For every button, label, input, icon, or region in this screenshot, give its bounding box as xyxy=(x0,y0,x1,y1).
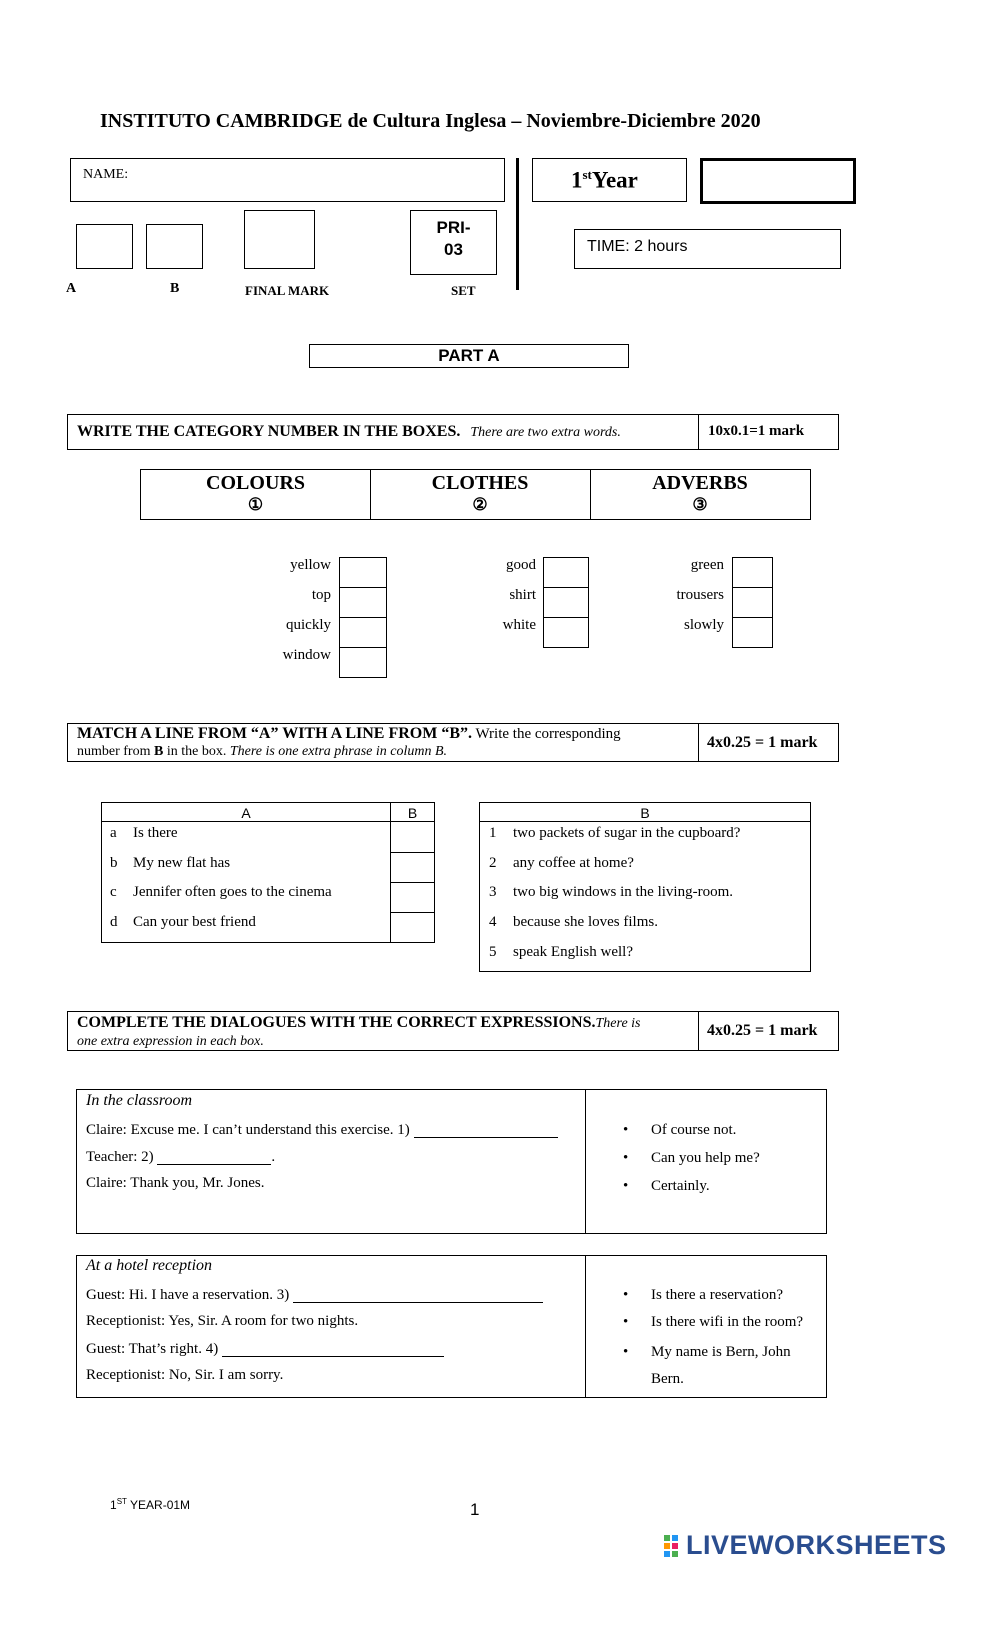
category-answer-input[interactable] xyxy=(733,588,772,617)
section3-header xyxy=(67,1011,839,1051)
name-box xyxy=(70,158,505,202)
part-title: PART A xyxy=(309,344,629,368)
match-a-text: Is there xyxy=(133,825,178,841)
label-b: B xyxy=(170,281,180,296)
year-number: 1 xyxy=(571,167,583,193)
answer-blank-4[interactable] xyxy=(222,1340,444,1357)
category-answer-box[interactable] xyxy=(339,587,387,618)
match-answer-cell[interactable] xyxy=(392,884,433,911)
dialogue2-option: • Is there a reservation? xyxy=(651,1287,783,1304)
match-answer-input[interactable] xyxy=(392,914,433,941)
match-b-text: two big windows in the living-room. xyxy=(513,884,733,900)
dialogue2-option-continued: Bern. xyxy=(651,1371,684,1387)
match-answer-cell[interactable] xyxy=(392,914,433,941)
section1-instruction: WRITE THE CATEGORY NUMBER IN THE BOXES. xyxy=(77,423,461,440)
dialogue1-line3: Claire: Thank you, Mr. Jones. xyxy=(86,1175,265,1191)
dialogue2-option: • My name is Bern, John xyxy=(651,1344,791,1361)
footer-code-number: 1 xyxy=(110,1498,117,1512)
set-code-line2: 03 xyxy=(444,240,463,259)
category-answer-input[interactable] xyxy=(544,558,588,587)
category-answer-input[interactable] xyxy=(733,558,772,587)
name-input[interactable] xyxy=(141,165,495,195)
section3-instruction: COMPLETE THE DIALOGUES WITH THE CORRECT EXPRESSIONS. xyxy=(77,1014,596,1031)
section2-header xyxy=(67,723,839,762)
word-item: top xyxy=(311,587,331,603)
category-answer-box[interactable] xyxy=(543,587,589,618)
dialogue1-line2-end: . xyxy=(271,1149,276,1165)
match-answer-cell[interactable] xyxy=(392,823,433,851)
footer-code-superscript: ST xyxy=(116,1497,127,1506)
dialogue1-title: In the classroom xyxy=(86,1092,193,1109)
time-box xyxy=(574,229,841,269)
dialogue1-option: • Certainly. xyxy=(651,1178,710,1195)
word-item: green xyxy=(690,557,724,573)
column-b-header: B xyxy=(640,805,650,821)
dialogue1-option: • Can you help me? xyxy=(651,1150,760,1167)
category-clothes-name: CLOTHES xyxy=(431,472,529,494)
word-item: shirt xyxy=(509,587,536,603)
section1-mark: 10x0.1=1 mark xyxy=(708,423,805,439)
match-a-text: Jennifer often goes to the cinema xyxy=(133,884,332,900)
dialogue1-line2: Teacher: 2) xyxy=(86,1149,154,1165)
match-b-text: any coffee at home? xyxy=(513,855,634,871)
year-box xyxy=(532,158,687,202)
name-label: NAME: xyxy=(83,167,129,182)
match-answer-input[interactable] xyxy=(392,823,433,851)
dialogue1-line1: Claire: Excuse me. I can’t understand this exercise. 1) xyxy=(86,1122,410,1138)
category-answer-box[interactable] xyxy=(543,557,589,588)
match-b-number: 5 xyxy=(489,944,497,960)
section1-note: There are two extra words. xyxy=(470,425,621,440)
label-final-mark: FINAL MARK xyxy=(245,283,330,298)
year-superscript: st xyxy=(582,167,592,182)
match-a-letter: b xyxy=(110,855,118,871)
category-clothes xyxy=(370,472,590,516)
word-item: quickly xyxy=(286,617,331,633)
category-answer-input[interactable] xyxy=(544,618,588,647)
category-colours xyxy=(141,472,370,516)
dialogue2-title: At a hotel reception xyxy=(86,1257,213,1274)
match-answer-cell[interactable] xyxy=(392,854,433,881)
category-answer-box[interactable] xyxy=(732,617,773,648)
liveworksheets-logo-icon xyxy=(664,1535,686,1561)
dialogue1-option: • Of course not. xyxy=(651,1122,736,1139)
dialogue-hotel xyxy=(76,1255,827,1398)
category-answer-input[interactable] xyxy=(340,618,386,647)
match-b-number: 3 xyxy=(489,884,497,900)
category-adverbs xyxy=(590,472,810,516)
liveworksheets-brand: LIVEWORKSHEETS xyxy=(686,1530,947,1560)
footer-code-rest: YEAR-01M xyxy=(126,1498,191,1512)
final-mark-box[interactable] xyxy=(244,210,315,269)
match-answer-input[interactable] xyxy=(392,884,433,911)
time-label: TIME: 2 hours xyxy=(587,238,688,255)
column-a-header: A xyxy=(241,805,251,821)
section3-mark: 4x0.25 = 1 mark xyxy=(707,1022,818,1039)
section2-line2-b: B xyxy=(153,744,164,759)
set-code-line1: PRI- xyxy=(436,218,471,237)
section2-line2-mid: in the box. xyxy=(163,744,230,759)
category-answer-box[interactable] xyxy=(732,587,773,618)
section1-divider xyxy=(698,415,699,449)
category-answer-box[interactable] xyxy=(339,617,387,648)
column-b-table xyxy=(479,802,811,972)
dialogue2-line1: Guest: Hi. I have a reservation. 3) xyxy=(86,1287,290,1303)
dialogue2-option: • Is there wifi in the room? xyxy=(651,1314,803,1331)
page-title: INSTITUTO CAMBRIDGE de Cultura Inglesa – Noviembre-Diciembre 2020 xyxy=(100,110,761,132)
category-answer-input[interactable] xyxy=(340,588,386,617)
category-answer-box[interactable] xyxy=(543,617,589,648)
section3-note-end: one extra expression in each box. xyxy=(77,1034,264,1049)
set-box xyxy=(410,210,497,275)
section2-instruction-rest: Write the corresponding xyxy=(472,726,621,742)
section1-header xyxy=(67,414,839,450)
categories-table xyxy=(140,469,811,520)
dialogue2-line3: Guest: That’s right. 4) xyxy=(86,1341,219,1357)
dialogue2-line2: Receptionist: Yes, Sir. A room for two nights. xyxy=(86,1313,359,1329)
dialogue-classroom xyxy=(76,1089,827,1234)
section2-instruction: MATCH A LINE FROM “A” WITH A LINE FROM “B”. xyxy=(77,725,472,742)
page-number: 1 xyxy=(470,1500,480,1519)
mark-box-b[interactable] xyxy=(146,224,203,269)
match-b-number: 4 xyxy=(489,914,497,930)
year-label xyxy=(571,167,638,194)
match-b-number: 2 xyxy=(489,855,497,871)
match-b-text: two packets of sugar in the cupboard? xyxy=(513,825,741,841)
answer-blank-3[interactable] xyxy=(293,1286,543,1303)
answer-blank-2[interactable] xyxy=(157,1148,271,1165)
category-adverbs-name: ADVERBS xyxy=(652,472,748,494)
word-item: trousers xyxy=(676,587,724,603)
answer-blank-1[interactable] xyxy=(414,1121,558,1138)
category-adverbs-number: ③ xyxy=(692,495,708,514)
match-a-text: Can your best friend xyxy=(133,914,256,930)
word-item: yellow xyxy=(290,557,331,573)
match-a-letter: c xyxy=(110,884,117,900)
word-item: slowly xyxy=(683,617,724,633)
footer-code xyxy=(110,1497,190,1512)
section2-mark: 4x0.25 = 1 mark xyxy=(707,734,818,751)
category-answer-input[interactable] xyxy=(544,588,588,617)
column-b-answer-header: B xyxy=(407,805,418,821)
match-b-text: because she loves films. xyxy=(513,914,658,930)
category-answer-box[interactable] xyxy=(732,557,773,588)
category-answer-input[interactable] xyxy=(340,648,386,677)
match-b-number: 1 xyxy=(489,825,497,841)
word-item: white xyxy=(502,617,536,633)
match-a-letter: d xyxy=(110,914,118,930)
match-answer-input[interactable] xyxy=(392,854,433,881)
word-item: window xyxy=(282,647,331,663)
category-colours-number: ① xyxy=(247,495,264,514)
category-answer-box[interactable] xyxy=(339,557,387,588)
label-set: SET xyxy=(451,283,476,298)
category-answer-box[interactable] xyxy=(339,647,387,678)
category-clothes-number: ② xyxy=(472,495,488,514)
year-word: Year xyxy=(591,167,638,193)
column-a-table xyxy=(101,802,435,943)
match-b-text: speak English well? xyxy=(513,944,633,960)
section2-line2-start: number from xyxy=(77,744,154,759)
category-answer-input[interactable] xyxy=(340,558,386,587)
section2-note: There is one extra phrase in column B. xyxy=(229,744,448,759)
word-item: good xyxy=(506,557,536,573)
category-colours-name: COLOURS xyxy=(206,472,305,494)
category-answer-input[interactable] xyxy=(733,618,772,647)
dialogue2-line4: Receptionist: No, Sir. I am sorry. xyxy=(86,1367,284,1383)
vertical-divider xyxy=(516,158,519,290)
section3-note-start: There is xyxy=(595,1016,641,1031)
mark-box-a[interactable] xyxy=(76,224,133,269)
label-a: A xyxy=(66,281,77,296)
year-blank-box[interactable] xyxy=(700,158,856,204)
match-a-text: My new flat has xyxy=(133,855,231,871)
match-a-letter: a xyxy=(110,825,117,841)
